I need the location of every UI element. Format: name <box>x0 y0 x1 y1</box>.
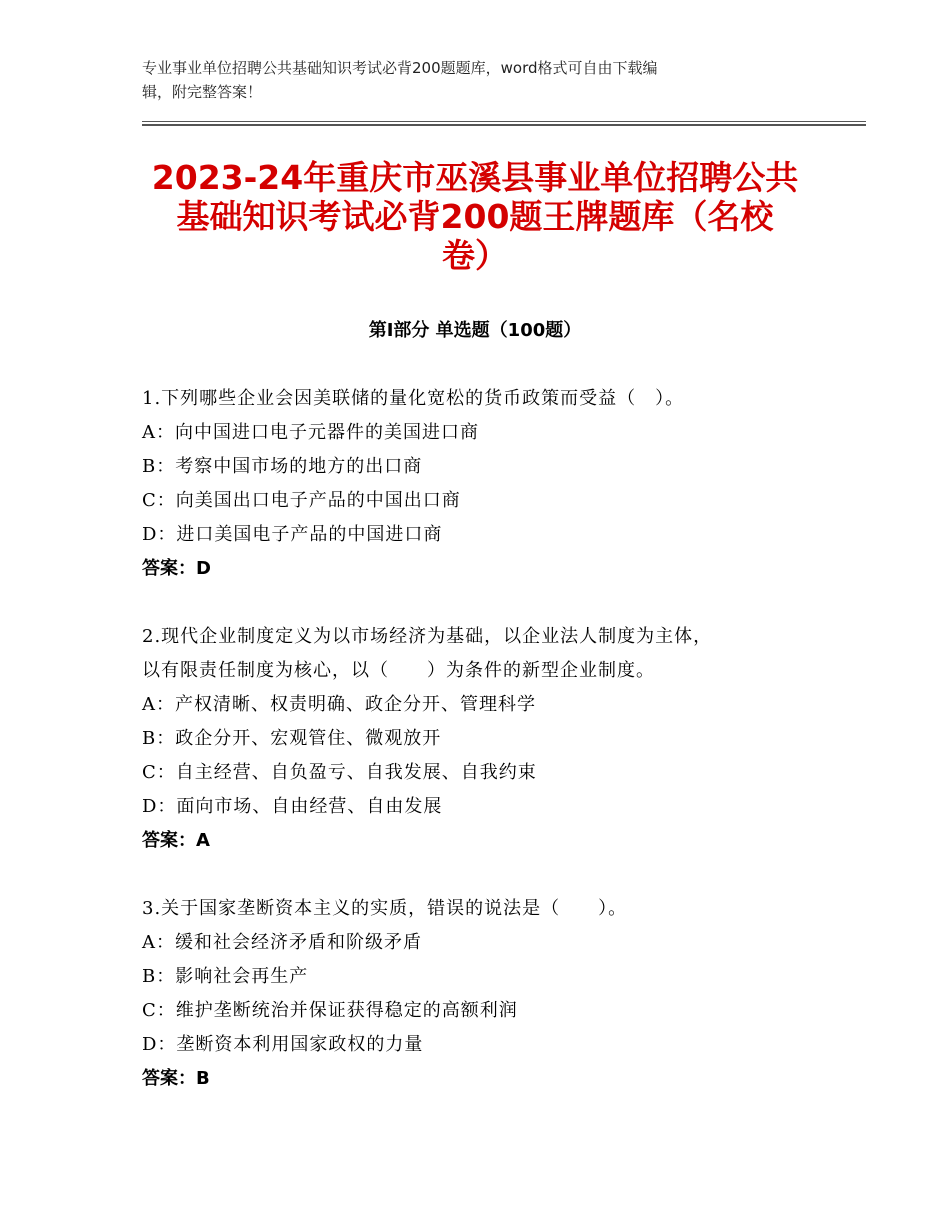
question-stem: 3.关于国家垄断资本主义的实质，错误的说法是（ ）。 <box>142 898 628 919</box>
option-b: B：政企分开、宏观管住、微观放开 <box>142 728 442 749</box>
header-divider <box>142 124 866 126</box>
question-list <box>142 382 802 1130</box>
option-a: A：缓和社会经济矛盾和阶级矛盾 <box>142 932 422 953</box>
title-line: 2023-24年重庆市巫溪县事业单位招聘公共 <box>151 158 799 197</box>
document-title <box>140 158 810 275</box>
question-2 <box>142 620 802 858</box>
question-stem: 以有限责任制度为核心，以（ ）为条件的新型企业制度。 <box>142 660 655 681</box>
answer: 答案：D <box>142 558 211 579</box>
option-c: C：维护垄断统治并保证获得稳定的高额利润 <box>142 1000 518 1021</box>
option-a: A：向中国进口电子元器件的美国进口商 <box>142 422 479 443</box>
option-c: C：向美国出口电子产品的中国出口商 <box>142 490 461 511</box>
answer: 答案：A <box>142 830 210 851</box>
header-divider <box>142 121 866 122</box>
title-line: 基础知识考试必背200题王牌题库（名校 <box>176 197 774 236</box>
option-d: D：垄断资本利用国家政权的力量 <box>142 1034 424 1055</box>
header-note-line: 专业事业单位招聘公共基础知识考试必背200题题库，word格式可自由下载编 <box>142 59 658 77</box>
option-c: C：自主经营、自负盈亏、自我发展、自我约束 <box>142 762 537 783</box>
option-d: D：面向市场、自由经营、自由发展 <box>142 796 443 817</box>
answer: 答案：B <box>142 1068 210 1089</box>
title-line: 卷） <box>442 236 508 275</box>
option-b: B：影响社会再生产 <box>142 966 309 987</box>
question-stem: 1.下列哪些企业会因美联储的量化宽松的货币政策而受益（ ）。 <box>142 388 685 409</box>
option-d: D：进口美国电子产品的中国进口商 <box>142 524 443 545</box>
option-b: B：考察中国市场的地方的出口商 <box>142 456 423 477</box>
header-note <box>142 56 792 104</box>
section-title: 第Ⅰ部分 单选题（100题） <box>368 320 582 341</box>
question-3 <box>142 892 802 1096</box>
option-a: A：产权清晰、权责明确、政企分开、管理科学 <box>142 694 536 715</box>
question-stem: 2.现代企业制度定义为以市场经济为基础，以企业法人制度为主体， <box>142 626 713 647</box>
header-note-line: 辑，附完整答案！ <box>142 83 263 101</box>
question-1 <box>142 382 802 586</box>
